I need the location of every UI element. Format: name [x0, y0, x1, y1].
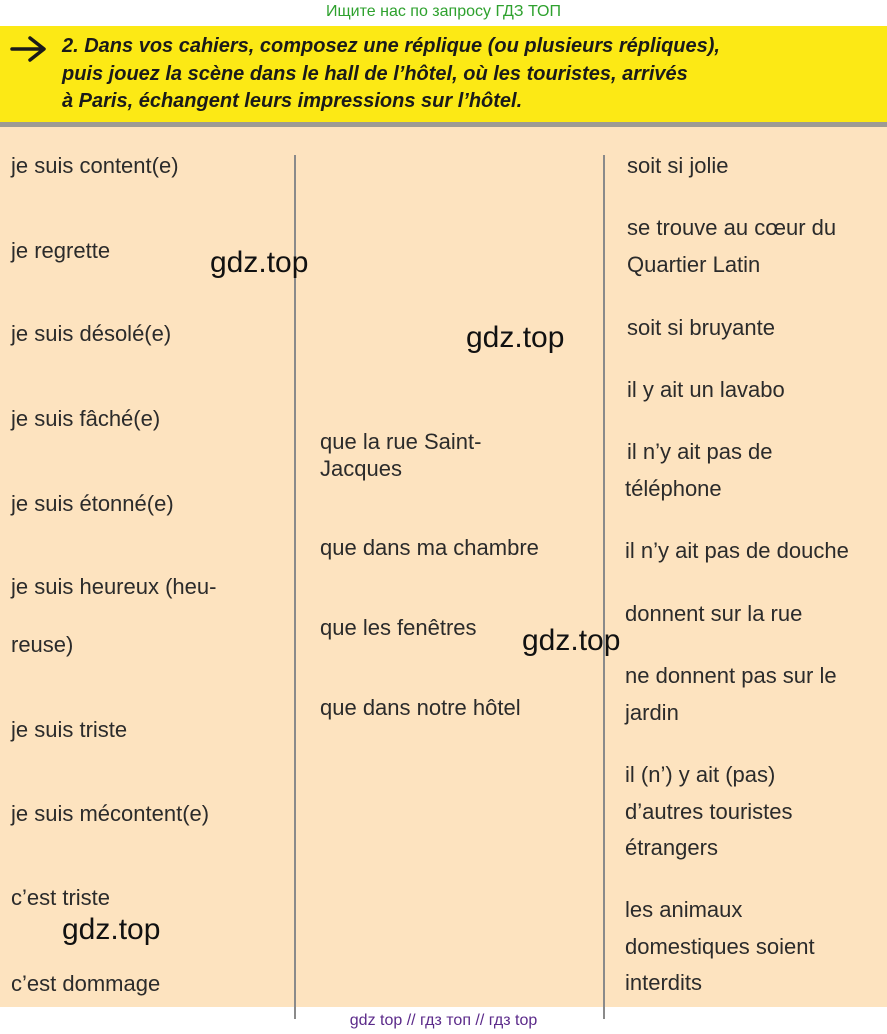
col1-item: je suis désolé(e) — [11, 321, 172, 346]
col1-item: je suis étonné(e) — [11, 491, 174, 516]
column-divider — [294, 155, 296, 1019]
task-line: 2. Dans vos cahiers, composez une réplique (ou plusieurs répliques), — [62, 35, 720, 57]
col1-item: c’est triste — [11, 885, 111, 910]
task-instruction — [62, 33, 872, 116]
col3-item: les animaux — [625, 897, 743, 922]
col3-item: domestiques soient — [625, 934, 815, 959]
col3-item: il y ait un lavabo — [627, 377, 785, 402]
col3-item: il (n’) y ait (pas) — [625, 762, 776, 787]
col3-item: téléphone — [625, 476, 722, 501]
col1-item: je suis mécontent(e) — [11, 801, 210, 826]
col2-item: que dans notre hôtel — [320, 695, 521, 720]
watermark-text: gdz.top — [62, 913, 161, 946]
watermark-text: gdz.top — [210, 246, 309, 279]
col3-item: se trouve au cœur du — [627, 215, 837, 240]
col3-item: il n’y ait pas de douche — [625, 538, 849, 563]
col3-item: étrangers — [625, 835, 718, 860]
col3-item: donnent sur la rue — [625, 601, 803, 626]
task-line: à Paris, échangent leurs impressions sur l’hôtel. — [62, 90, 523, 112]
col3-item: Quartier Latin — [627, 252, 761, 277]
col1-item: je suis heureux (heu- — [11, 574, 217, 599]
task-line: puis jouez la scène dans le hall de l’hôtel, où les touristes, arrivés — [62, 62, 688, 85]
col1-item: je suis fâché(e) — [11, 406, 161, 431]
col2-item: Jacques — [320, 456, 402, 481]
col2-item: que la rue Saint- — [320, 429, 482, 454]
col3-item: d’autres touristes — [625, 799, 793, 824]
footer-links[interactable]: gdz top // гдз топ // гдз top — [349, 1012, 538, 1029]
col2-item: que les fenêtres — [320, 615, 477, 640]
col3-item: soit si jolie — [627, 153, 729, 178]
column-divider — [603, 155, 605, 1019]
top-banner[interactable]: Ищите нас по запросу ГДЗ ТОП — [326, 3, 561, 20]
col3-item: jardin — [625, 700, 679, 725]
col1-item: reuse) — [11, 632, 74, 657]
col3-item: il n’y ait pas de — [627, 439, 773, 464]
col3-item: interdits — [625, 970, 703, 995]
arrow-right-icon — [8, 34, 52, 64]
col3-item: soit si bruyante — [627, 315, 775, 340]
col2-item: que dans ma chambre — [320, 535, 539, 560]
task-header — [0, 26, 887, 122]
col1-item: c’est dommage — [11, 971, 161, 996]
col1-item: je regrette — [11, 238, 111, 263]
col1-item: je suis triste — [11, 717, 128, 742]
phrase-table — [0, 127, 887, 1007]
watermark-text: gdz.top — [466, 321, 565, 354]
col1-item: je suis content(e) — [11, 153, 179, 178]
watermark-text: gdz.top — [522, 624, 621, 657]
col3-item: ne donnent pas sur le — [625, 663, 837, 688]
